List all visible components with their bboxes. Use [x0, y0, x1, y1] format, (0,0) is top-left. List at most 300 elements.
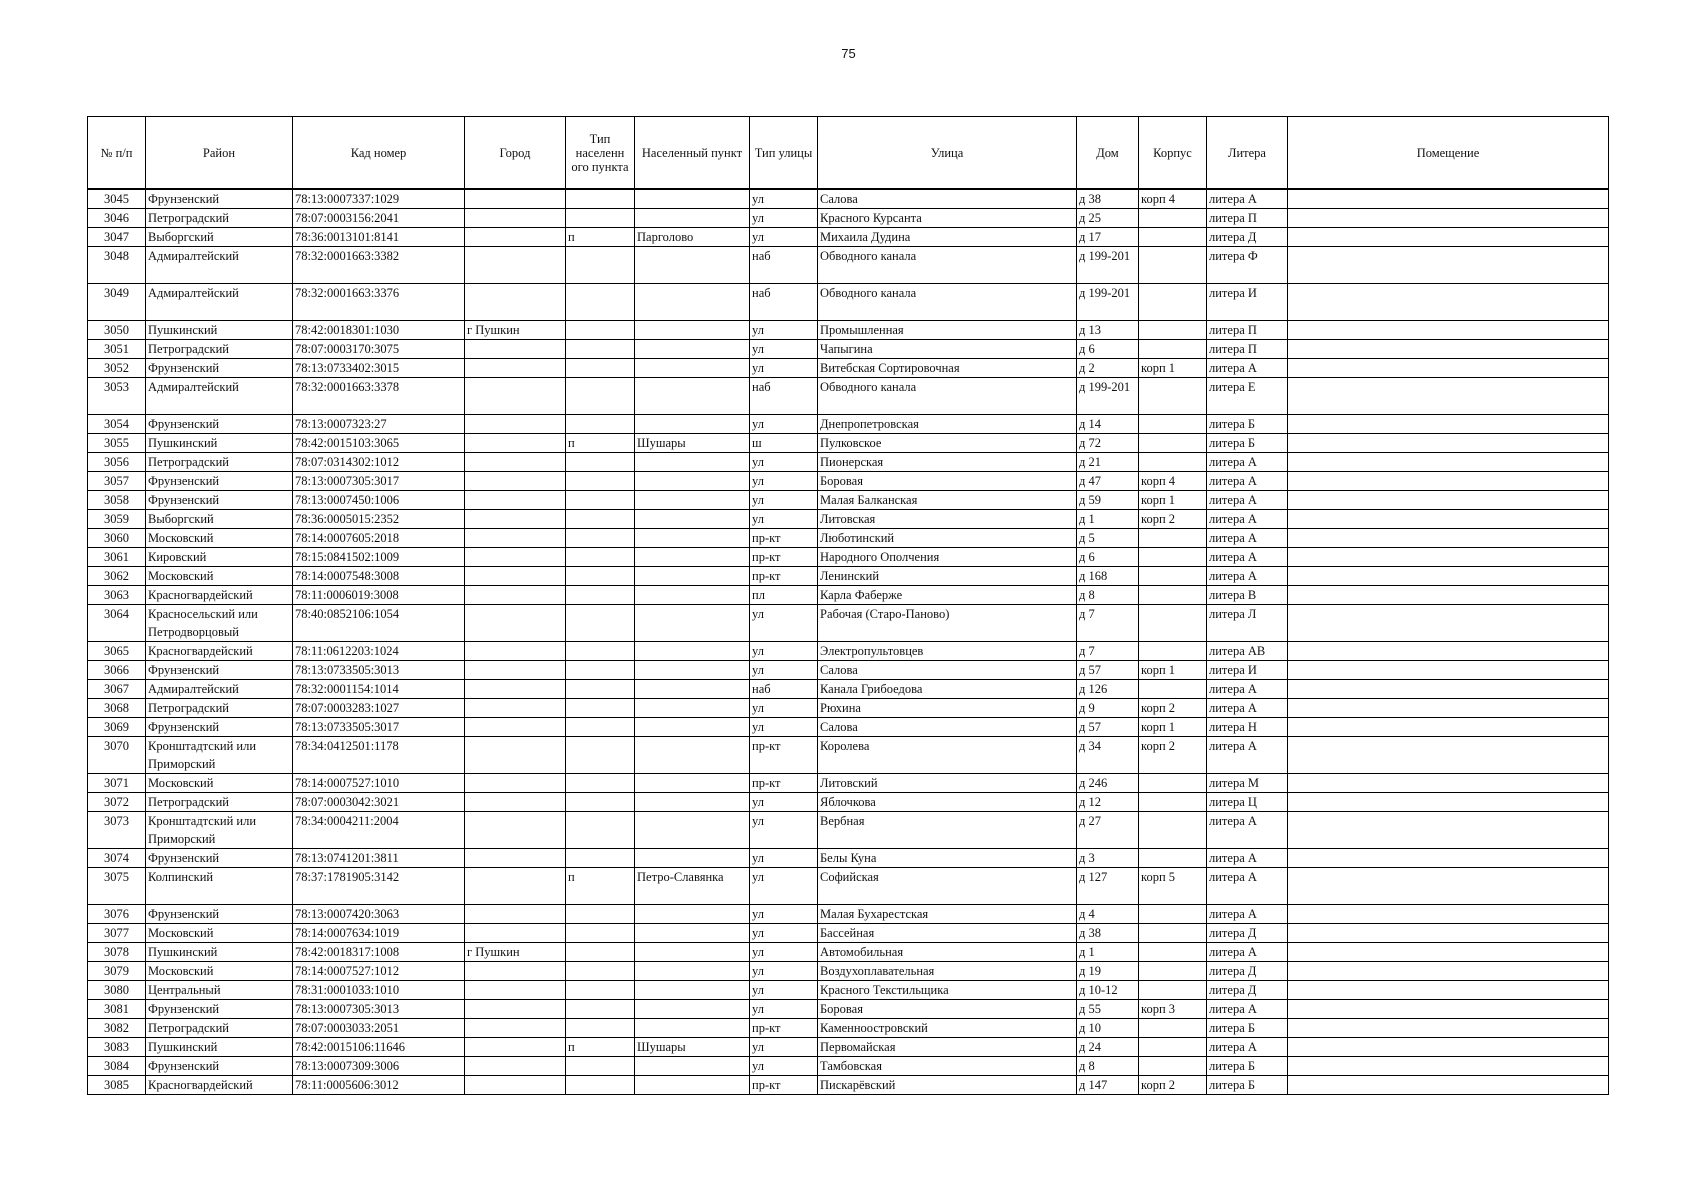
cell-num: 3069: [88, 718, 146, 737]
cell-letter: литера Д: [1207, 924, 1288, 943]
cell-locality-type: [566, 586, 635, 605]
cell-letter: литера Е: [1207, 378, 1288, 415]
cell-building: [1139, 981, 1207, 1000]
cell-district: Петроградский: [146, 699, 293, 718]
cell-cadastral-number: 78:37:1781905:3142: [293, 868, 465, 905]
cell-locality: [635, 737, 750, 774]
table-row: [88, 812, 1609, 849]
cell-building: корп 2: [1139, 699, 1207, 718]
cell-locality-type: [566, 415, 635, 434]
cell-premises: [1288, 774, 1609, 793]
cell-locality-type: [566, 340, 635, 359]
cell-cadastral-number: 78:13:0007337:1029: [293, 189, 465, 209]
column-header-locality: Населенный пункт: [635, 117, 750, 190]
cell-district: Фрунзенский: [146, 849, 293, 868]
cell-locality-type: [566, 962, 635, 981]
cell-city: [465, 1019, 566, 1038]
table-row: [88, 962, 1609, 981]
cell-num: 3056: [88, 453, 146, 472]
table-row: [88, 247, 1609, 284]
cell-city: [465, 642, 566, 661]
cell-city: [465, 793, 566, 812]
cell-locality: [635, 699, 750, 718]
cell-locality: [635, 247, 750, 284]
cell-street: Боровая: [818, 472, 1077, 491]
cell-city: [465, 415, 566, 434]
cell-num: 3048: [88, 247, 146, 284]
cell-street-type: пл: [750, 586, 818, 605]
cell-district: Красногвардейский: [146, 1076, 293, 1095]
cell-street: Электропультовцев: [818, 642, 1077, 661]
cell-district: Петроградский: [146, 1019, 293, 1038]
cell-district: Петроградский: [146, 453, 293, 472]
cell-street-type: наб: [750, 284, 818, 321]
cell-num: 3071: [88, 774, 146, 793]
cell-premises: [1288, 472, 1609, 491]
cell-cadastral-number: 78:07:0003170:3075: [293, 340, 465, 359]
cell-cadastral-number: 78:11:0612203:1024: [293, 642, 465, 661]
cell-district: Пушкинский: [146, 434, 293, 453]
cell-cadastral-number: 78:14:0007527:1010: [293, 774, 465, 793]
cell-city: [465, 510, 566, 529]
cell-locality: Шушары: [635, 434, 750, 453]
cell-street-type: ул: [750, 905, 818, 924]
cell-house: д 38: [1077, 189, 1139, 209]
cell-building: корп 2: [1139, 1076, 1207, 1095]
cell-premises: [1288, 434, 1609, 453]
cell-house: д 246: [1077, 774, 1139, 793]
cell-district: Кронштадтский или Приморский: [146, 812, 293, 849]
cell-letter: литера М: [1207, 774, 1288, 793]
cell-city: [465, 1038, 566, 1057]
column-header-premises: Помещение: [1288, 117, 1609, 190]
cell-street: Рабочая (Старо-Паново): [818, 605, 1077, 642]
cell-locality: [635, 943, 750, 962]
cell-street: Автомобильная: [818, 943, 1077, 962]
cell-cadastral-number: 78:14:0007527:1012: [293, 962, 465, 981]
cell-cadastral-number: 78:07:0003042:3021: [293, 793, 465, 812]
cell-street-type: ул: [750, 868, 818, 905]
cell-num: 3074: [88, 849, 146, 868]
cell-cadastral-number: 78:14:0007605:2018: [293, 529, 465, 548]
cell-cadastral-number: 78:32:0001663:3382: [293, 247, 465, 284]
cell-house: д 38: [1077, 924, 1139, 943]
cell-street: Пионерская: [818, 453, 1077, 472]
cell-house: д 1: [1077, 510, 1139, 529]
cell-num: 3070: [88, 737, 146, 774]
cell-district: Фрунзенский: [146, 905, 293, 924]
table-row: [88, 453, 1609, 472]
cell-locality: Шушары: [635, 1038, 750, 1057]
cell-premises: [1288, 699, 1609, 718]
cell-street: Пискарёвский: [818, 1076, 1077, 1095]
cell-locality: [635, 359, 750, 378]
cell-letter: литера АВ: [1207, 642, 1288, 661]
cell-city: [465, 849, 566, 868]
cell-building: корп 1: [1139, 491, 1207, 510]
cell-city: [465, 548, 566, 567]
column-header-street-type: Тип улицы: [750, 117, 818, 190]
cell-cadastral-number: 78:34:0004211:2004: [293, 812, 465, 849]
cell-letter: литера А: [1207, 849, 1288, 868]
cell-locality: [635, 321, 750, 340]
cell-house: д 7: [1077, 605, 1139, 642]
cell-city: [465, 378, 566, 415]
cell-street-type: ул: [750, 718, 818, 737]
cell-house: д 2: [1077, 359, 1139, 378]
cell-street-type: ул: [750, 209, 818, 228]
cell-cadastral-number: 78:13:0007305:3017: [293, 472, 465, 491]
cell-locality-type: [566, 378, 635, 415]
cell-street-type: ул: [750, 962, 818, 981]
cell-locality: [635, 718, 750, 737]
cell-num: 3052: [88, 359, 146, 378]
cell-locality: [635, 189, 750, 209]
table-row: [88, 1057, 1609, 1076]
cell-district: Кировский: [146, 548, 293, 567]
cell-street-type: пр-кт: [750, 774, 818, 793]
cell-street: Народного Ополчения: [818, 548, 1077, 567]
cell-locality: [635, 680, 750, 699]
cell-street-type: ул: [750, 642, 818, 661]
cell-cadastral-number: 78:31:0001033:1010: [293, 981, 465, 1000]
cell-num: 3046: [88, 209, 146, 228]
cell-premises: [1288, 340, 1609, 359]
cell-house: д 19: [1077, 962, 1139, 981]
cell-building: корп 5: [1139, 868, 1207, 905]
cell-street: Обводного канала: [818, 378, 1077, 415]
table-row: [88, 586, 1609, 605]
cell-letter: литера Д: [1207, 228, 1288, 247]
cell-house: д 14: [1077, 415, 1139, 434]
cell-locality: [635, 905, 750, 924]
cell-locality-type: [566, 849, 635, 868]
cell-letter: литера П: [1207, 209, 1288, 228]
cell-city: [465, 774, 566, 793]
cell-house: д 57: [1077, 661, 1139, 680]
cell-cadastral-number: 78:13:0007323:27: [293, 415, 465, 434]
cell-locality-type: [566, 605, 635, 642]
table-row: [88, 284, 1609, 321]
cell-house: д 24: [1077, 1038, 1139, 1057]
cell-letter: литера Д: [1207, 962, 1288, 981]
cell-premises: [1288, 567, 1609, 586]
cell-num: 3051: [88, 340, 146, 359]
cell-cadastral-number: 78:14:0007634:1019: [293, 924, 465, 943]
cell-premises: [1288, 284, 1609, 321]
cell-city: [465, 586, 566, 605]
cell-premises: [1288, 680, 1609, 699]
table-row: [88, 1038, 1609, 1057]
cell-city: г Пушкин: [465, 943, 566, 962]
cell-city: [465, 661, 566, 680]
cell-num: 3067: [88, 680, 146, 699]
cell-street: Бассейная: [818, 924, 1077, 943]
column-header-num: № п/п: [88, 117, 146, 190]
cell-premises: [1288, 228, 1609, 247]
cell-premises: [1288, 962, 1609, 981]
cell-house: д 13: [1077, 321, 1139, 340]
cell-locality-type: [566, 548, 635, 567]
table-row: [88, 680, 1609, 699]
cell-city: [465, 247, 566, 284]
table-row: [88, 718, 1609, 737]
cell-cadastral-number: 78:15:0841502:1009: [293, 548, 465, 567]
cell-building: [1139, 548, 1207, 567]
cell-cadastral-number: 78:36:0005015:2352: [293, 510, 465, 529]
cell-locality-type: [566, 359, 635, 378]
cell-district: Фрунзенский: [146, 1000, 293, 1019]
cell-street: Обводного канала: [818, 247, 1077, 284]
cell-street: Красного Курсанта: [818, 209, 1077, 228]
cell-building: корп 3: [1139, 1000, 1207, 1019]
cell-building: [1139, 680, 1207, 699]
table-row: [88, 849, 1609, 868]
cell-building: [1139, 567, 1207, 586]
cell-building: [1139, 962, 1207, 981]
cell-cadastral-number: 78:07:0003156:2041: [293, 209, 465, 228]
cell-premises: [1288, 1076, 1609, 1095]
cell-cadastral-number: 78:13:0007450:1006: [293, 491, 465, 510]
cell-locality-type: [566, 247, 635, 284]
cell-num: 3065: [88, 642, 146, 661]
cell-district: Колпинский: [146, 868, 293, 905]
cell-street-type: ул: [750, 340, 818, 359]
cell-house: д 168: [1077, 567, 1139, 586]
cell-building: [1139, 247, 1207, 284]
cell-locality: [635, 567, 750, 586]
cell-district: Фрунзенский: [146, 472, 293, 491]
cell-city: [465, 680, 566, 699]
cell-street-type: ул: [750, 793, 818, 812]
cell-city: [465, 284, 566, 321]
cell-district: Московский: [146, 567, 293, 586]
cell-locality-type: [566, 905, 635, 924]
cell-street-type: пр-кт: [750, 529, 818, 548]
cell-num: 3080: [88, 981, 146, 1000]
cell-letter: литера Ф: [1207, 247, 1288, 284]
cell-letter: литера И: [1207, 284, 1288, 321]
table-row: [88, 228, 1609, 247]
cell-building: [1139, 378, 1207, 415]
cell-locality-type: [566, 453, 635, 472]
cell-premises: [1288, 359, 1609, 378]
cell-street: Королева: [818, 737, 1077, 774]
table-row: [88, 737, 1609, 774]
cell-premises: [1288, 209, 1609, 228]
cell-building: [1139, 586, 1207, 605]
cell-street: Красного Текстильщика: [818, 981, 1077, 1000]
cell-street: Яблочкова: [818, 793, 1077, 812]
cell-premises: [1288, 453, 1609, 472]
cell-premises: [1288, 737, 1609, 774]
table-row: [88, 378, 1609, 415]
cell-street: Канала Грибоедова: [818, 680, 1077, 699]
cell-street: Малая Балканская: [818, 491, 1077, 510]
column-header-locality-type: Тип населенн ого пункта: [566, 117, 635, 190]
cell-city: [465, 453, 566, 472]
cell-street: Первомайская: [818, 1038, 1077, 1057]
cell-street-type: ул: [750, 661, 818, 680]
cell-num: 3066: [88, 661, 146, 680]
cell-num: 3061: [88, 548, 146, 567]
cell-cadastral-number: 78:32:0001663:3376: [293, 284, 465, 321]
cell-num: 3083: [88, 1038, 146, 1057]
cell-house: д 6: [1077, 340, 1139, 359]
cell-letter: литера Б: [1207, 1019, 1288, 1038]
table-row: [88, 1000, 1609, 1019]
cell-street: Литовская: [818, 510, 1077, 529]
cell-cadastral-number: 78:42:0018317:1008: [293, 943, 465, 962]
cell-street: Белы Куна: [818, 849, 1077, 868]
cell-building: [1139, 209, 1207, 228]
cell-letter: литера Б: [1207, 1057, 1288, 1076]
cell-cadastral-number: 78:32:0001154:1014: [293, 680, 465, 699]
table-header: [88, 117, 1609, 190]
cell-street: Литовский: [818, 774, 1077, 793]
cell-building: [1139, 340, 1207, 359]
cell-street-type: ул: [750, 189, 818, 209]
cell-house: д 5: [1077, 529, 1139, 548]
cell-premises: [1288, 247, 1609, 284]
cell-locality: Парголово: [635, 228, 750, 247]
cell-num: 3081: [88, 1000, 146, 1019]
cell-locality: [635, 1076, 750, 1095]
cell-district: Пушкинский: [146, 321, 293, 340]
cell-cadastral-number: 78:42:0015103:3065: [293, 434, 465, 453]
cell-house: д 25: [1077, 209, 1139, 228]
cell-cadastral-number: 78:13:0007309:3006: [293, 1057, 465, 1076]
cell-cadastral-number: 78:07:0003283:1027: [293, 699, 465, 718]
table-row: [88, 548, 1609, 567]
cell-city: [465, 605, 566, 642]
cell-house: д 199-201: [1077, 247, 1139, 284]
cell-city: [465, 699, 566, 718]
cell-num: 3072: [88, 793, 146, 812]
cell-locality: [635, 642, 750, 661]
cell-cadastral-number: 78:13:0007420:3063: [293, 905, 465, 924]
cell-letter: литера А: [1207, 1000, 1288, 1019]
cell-num: 3064: [88, 605, 146, 642]
table-row: [88, 529, 1609, 548]
cell-street: Чапыгина: [818, 340, 1077, 359]
cell-locality-type: [566, 1000, 635, 1019]
cell-locality: [635, 793, 750, 812]
cell-cadastral-number: 78:34:0412501:1178: [293, 737, 465, 774]
cell-city: [465, 567, 566, 586]
table-row: [88, 359, 1609, 378]
column-header-letter: Литера: [1207, 117, 1288, 190]
cell-city: г Пушкин: [465, 321, 566, 340]
cell-street-type: ул: [750, 1057, 818, 1076]
cell-letter: литера В: [1207, 586, 1288, 605]
cell-district: Московский: [146, 529, 293, 548]
cell-num: 3077: [88, 924, 146, 943]
cell-street: Малая Бухарестская: [818, 905, 1077, 924]
cell-locality: [635, 924, 750, 943]
page-number: 75: [841, 46, 856, 61]
cell-district: Выборгский: [146, 228, 293, 247]
cell-locality: [635, 548, 750, 567]
cell-premises: [1288, 924, 1609, 943]
cell-street: Промышленная: [818, 321, 1077, 340]
cell-premises: [1288, 529, 1609, 548]
cell-premises: [1288, 868, 1609, 905]
cell-street: Михаила Дудина: [818, 228, 1077, 247]
table-row: [88, 793, 1609, 812]
cell-district: Пушкинский: [146, 943, 293, 962]
cell-house: д 17: [1077, 228, 1139, 247]
cell-locality-type: п: [566, 868, 635, 905]
cell-house: д 47: [1077, 472, 1139, 491]
cell-letter: литера А: [1207, 567, 1288, 586]
header-row: [88, 117, 1609, 190]
cell-street: Салова: [818, 189, 1077, 209]
cell-locality: [635, 1057, 750, 1076]
cell-premises: [1288, 321, 1609, 340]
cell-num: 3060: [88, 529, 146, 548]
cell-premises: [1288, 793, 1609, 812]
cell-building: [1139, 321, 1207, 340]
cell-building: корп 4: [1139, 472, 1207, 491]
cell-cadastral-number: 78:13:0733505:3013: [293, 661, 465, 680]
cell-locality: [635, 1019, 750, 1038]
cell-street: Салова: [818, 661, 1077, 680]
cell-cadastral-number: 78:40:0852106:1054: [293, 605, 465, 642]
cell-num: 3059: [88, 510, 146, 529]
cell-locality-type: [566, 1057, 635, 1076]
cell-street-type: ул: [750, 943, 818, 962]
cell-premises: [1288, 378, 1609, 415]
column-header-city: Город: [465, 117, 566, 190]
table-body: [88, 189, 1609, 1095]
cell-building: [1139, 849, 1207, 868]
cell-premises: [1288, 189, 1609, 209]
cell-locality-type: [566, 774, 635, 793]
cell-building: [1139, 284, 1207, 321]
cell-street-type: ул: [750, 981, 818, 1000]
cell-letter: литера А: [1207, 548, 1288, 567]
cell-house: д 4: [1077, 905, 1139, 924]
cell-locality-type: п: [566, 434, 635, 453]
cell-street-type: ул: [750, 699, 818, 718]
cell-letter: литера Д: [1207, 981, 1288, 1000]
cell-locality-type: [566, 642, 635, 661]
cell-letter: литера А: [1207, 868, 1288, 905]
cell-locality: [635, 491, 750, 510]
cell-num: 3079: [88, 962, 146, 981]
table-row: [88, 981, 1609, 1000]
cell-premises: [1288, 642, 1609, 661]
cell-city: [465, 529, 566, 548]
cell-city: [465, 1057, 566, 1076]
cell-building: [1139, 605, 1207, 642]
table-row: [88, 642, 1609, 661]
cell-locality-type: [566, 812, 635, 849]
table-row: [88, 189, 1609, 209]
cell-district: Кронштадтский или Приморский: [146, 737, 293, 774]
cell-district: Фрунзенский: [146, 1057, 293, 1076]
table-row: [88, 491, 1609, 510]
cell-district: Адмиралтейский: [146, 680, 293, 699]
cell-house: д 126: [1077, 680, 1139, 699]
cell-num: 3045: [88, 189, 146, 209]
table-row: [88, 321, 1609, 340]
cell-street: Карла Фаберже: [818, 586, 1077, 605]
cell-premises: [1288, 491, 1609, 510]
cell-city: [465, 718, 566, 737]
cell-street-type: ш: [750, 434, 818, 453]
